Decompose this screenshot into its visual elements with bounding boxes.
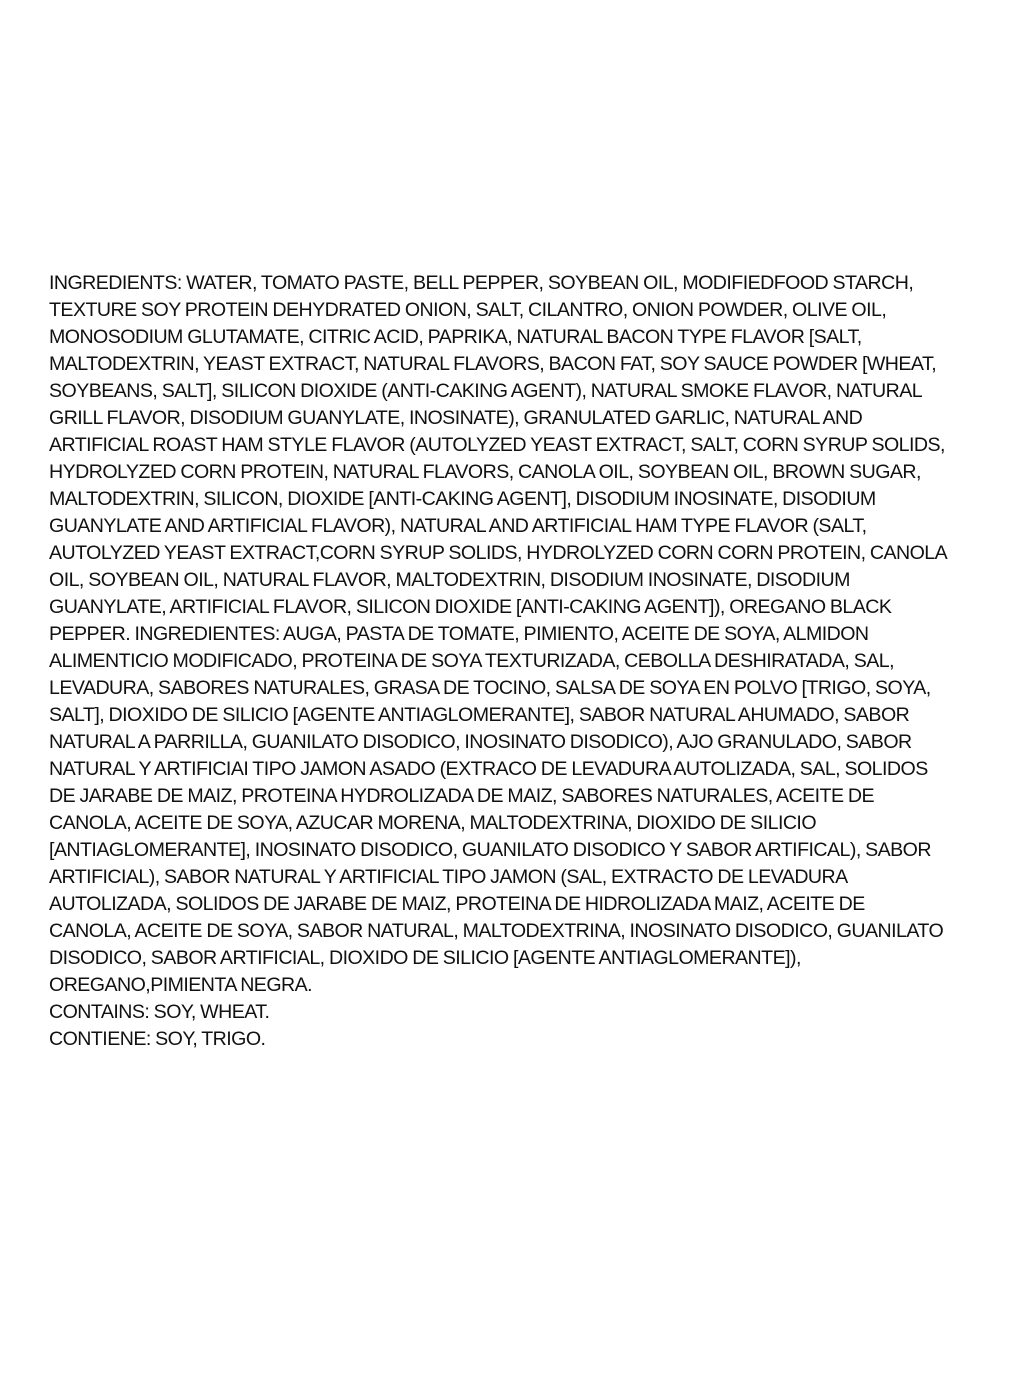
ingredients-line: AUTOLYZED YEAST EXTRACT,CORN SYRUP SOLIDS, HYDROLYZED CORN CORN PROTEIN, CANOLA <box>49 542 948 564</box>
ingredients-line: GUANYLATE AND ARTIFICIAL FLAVOR), NATURAL AND ARTIFICIAL HAM TYPE FLAVOR (SALT, <box>49 515 867 537</box>
ingredients-line: GUANYLATE, ARTIFICIAL FLAVOR, SILICON DIOXIDE [ANTI-CAKING AGENT]), OREGANO BLACK <box>49 596 892 618</box>
ingredients-line: CANOLA, ACEITE DE SOYA, SABOR NATURAL, MALTODEXTRINA, INOSINATO DISODICO, GUANILATO <box>49 920 944 942</box>
ingredients-line: TEXTURE SOY PROTEIN DEHYDRATED ONION, SALT, CILANTRO, ONION POWDER, OLIVE OIL, <box>49 299 887 321</box>
contiene-line: CONTIENE: SOY, TRIGO. <box>49 1028 266 1050</box>
ingredients-line: ARTIFICIAL), SABOR NATURAL Y ARTIFICIAL TIPO JAMON (SAL, EXTRACTO DE LEVADURA <box>49 866 848 888</box>
ingredients-line: GRILL FLAVOR, DISODIUM GUANYLATE, INOSINATE), GRANULATED GARLIC, NATURAL AND <box>49 407 863 429</box>
ingredients-line: SALT], DIOXIDO DE SILICIO [AGENTE ANTIAGLOMERANTE], SABOR NATURAL AHUMADO, SABOR <box>49 704 910 726</box>
contains-line: CONTAINS: SOY, WHEAT. <box>49 1001 270 1023</box>
ingredients-line: MALTODEXTRIN, SILICON, DIOXIDE [ANTI-CAKING AGENT], DISODIUM INOSINATE, DISODIUM <box>49 488 876 510</box>
ingredients-line: [ANTIAGLOMERANTE], INOSINATO DISODICO, GUANILATO DISODICO Y SABOR ARTIFICAL), SABOR <box>49 839 931 861</box>
ingredients-line: HYDROLYZED CORN PROTEIN, NATURAL FLAVORS, CANOLA OIL, SOYBEAN OIL, BROWN SUGAR, <box>49 461 921 483</box>
ingredients-label <box>49 270 979 1053</box>
ingredients-line: DE JARABE DE MAIZ, PROTEINA HYDROLIZADA DE MAIZ, SABORES NATURALES, ACEITE DE <box>49 785 874 807</box>
ingredients-line: MONOSODIUM GLUTAMATE, CITRIC ACID, PAPRIKA, NATURAL BACON TYPE FLAVOR [SALT, <box>49 326 862 348</box>
ingredients-line: ARTIFICIAL ROAST HAM STYLE FLAVOR (AUTOLYZED YEAST EXTRACT, SALT, CORN SYRUP SOLIDS, <box>49 434 945 456</box>
ingredients-line: LEVADURA, SABORES NATURALES, GRASA DE TOCINO, SALSA DE SOYA EN POLVO [TRIGO, SOYA, <box>49 677 931 699</box>
ingredients-line: INGREDIENTS: WATER, TOMATO PASTE, BELL PEPPER, SOYBEAN OIL, MODIFIEDFOOD STARCH, <box>49 272 914 294</box>
ingredients-line: NATURAL Y ARTIFICIAI TIPO JAMON ASADO (EXTRACO DE LEVADURA AUTOLIZADA, SAL, SOLIDOS <box>49 758 928 780</box>
ingredients-line: PEPPER. INGREDIENTES: AUGA, PASTA DE TOMATE, PIMIENTO, ACEITE DE SOYA, ALMIDON <box>49 623 869 645</box>
ingredients-line: OREGANO,PIMIENTA NEGRA. <box>49 974 313 996</box>
ingredients-line: AUTOLIZADA, SOLIDOS DE JARABE DE MAIZ, PROTEINA DE HIDROLIZADA MAIZ, ACEITE DE <box>49 893 865 915</box>
ingredients-line: DISODICO, SABOR ARTIFICIAL, DIOXIDO DE SILICIO [AGENTE ANTIAGLOMERANTE]), <box>49 947 801 969</box>
ingredients-line: NATURAL A PARRILLA, GUANILATO DISODICO, INOSINATO DISODICO), AJO GRANULADO, SABOR <box>49 731 912 753</box>
ingredients-line: SOYBEANS, SALT], SILICON DIOXIDE (ANTI-CAKING AGENT), NATURAL SMOKE FLAVOR, NATURAL <box>49 380 923 402</box>
ingredients-line: MALTODEXTRIN, YEAST EXTRACT, NATURAL FLAVORS, BACON FAT, SOY SAUCE POWDER [WHEAT, <box>49 353 937 375</box>
ingredients-line: CANOLA, ACEITE DE SOYA, AZUCAR MORENA, MALTODEXTRINA, DIOXIDO DE SILICIO <box>49 812 817 834</box>
ingredients-line: OIL, SOYBEAN OIL, NATURAL FLAVOR, MALTODEXTRIN, DISODIUM INOSINATE, DISODIUM <box>49 569 850 591</box>
ingredients-line: ALIMENTICIO MODIFICADO, PROTEINA DE SOYA TEXTURIZADA, CEBOLLA DESHIRATADA, SAL, <box>49 650 894 672</box>
